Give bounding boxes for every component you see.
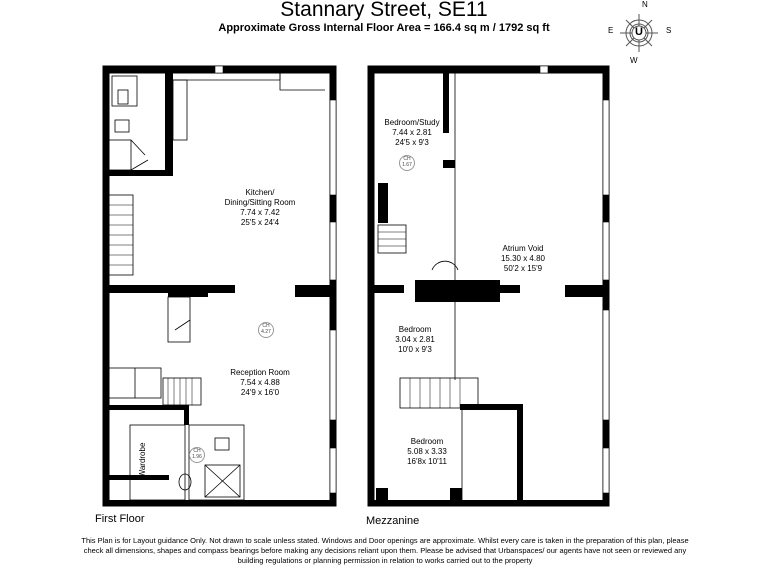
room-imperial: 25'5 x 24'4 — [240, 218, 280, 227]
compass-e: E — [608, 26, 614, 35]
ch-label: CH — [403, 156, 411, 162]
room-imperial: 10'0 x 9'3 — [398, 345, 432, 354]
room-metric: 3.04 x 2.81 — [395, 335, 435, 344]
room-metric: 7.54 x 4.88 — [240, 378, 280, 387]
floor-label-mezzanine: Mezzanine — [366, 515, 420, 527]
room-name: Bedroom/Study — [384, 118, 440, 127]
floor-label-first: First Floor — [95, 513, 145, 525]
ch-label: CH — [193, 448, 201, 454]
room-metric: 15.30 x 4.80 — [500, 254, 546, 263]
room-atrium-void — [488, 244, 558, 274]
room-metric: 5.08 x 3.33 — [407, 447, 447, 456]
room-wardrobe — [138, 435, 148, 485]
ceiling-height-marker — [189, 447, 205, 463]
ceiling-height-marker — [399, 155, 415, 171]
room-name: Bedroom — [410, 437, 444, 446]
disclaimer: This Plan is for Layout guidance Only. Not drawn to scale unless stated. Windows and Door openings are approximate. Whilst every care is taken in the preparation of this plan, please check all dimensions, shapes and compass bearings before making any decisions reliant upon them. Please be advised that Urbanspaces/ our agents have not seen or reviewed any building regulations or planning permission in relation to works carried out to the property — [81, 536, 689, 565]
compass-center: U — [635, 26, 643, 38]
room-imperial: 24'9 x 16'0 — [240, 388, 280, 397]
room-reception — [215, 368, 305, 398]
room-name: Kitchen/ Dining/Sitting Room — [224, 188, 296, 207]
ch-value: 1.96 — [192, 454, 202, 460]
compass-n: N — [642, 0, 648, 9]
room-name: Wardrobe — [138, 442, 147, 478]
floor-area-subtitle: Approximate Gross Internal Floor Area = 166.4 sq m / 1792 sq ft — [218, 22, 550, 34]
room-kitchen-dining — [205, 188, 315, 228]
ch-label: CH — [262, 323, 270, 329]
room-metric: 7.44 x 2.81 — [392, 128, 432, 137]
room-bedroom-2 — [392, 437, 462, 467]
ch-value: 4.27 — [261, 329, 271, 335]
room-bedroom-1 — [380, 325, 450, 355]
room-imperial: 16'8x 10'11 — [407, 457, 447, 466]
room-bedroom-study — [377, 118, 447, 148]
room-metric: 7.74 x 7.42 — [240, 208, 280, 217]
compass-s: S — [666, 26, 672, 35]
room-imperial: 50'2 x 15'9 — [503, 264, 543, 273]
plan-title: Stannary Street, SE11 — [280, 0, 488, 21]
compass-w: W — [630, 56, 638, 65]
room-name: Reception Room — [230, 368, 290, 377]
room-name: Bedroom — [398, 325, 432, 334]
ceiling-height-marker — [258, 322, 274, 338]
room-imperial: 24'5 x 9'3 — [395, 138, 429, 147]
ch-value: 1.67 — [402, 162, 412, 168]
room-name: Atrium Void — [502, 244, 544, 253]
